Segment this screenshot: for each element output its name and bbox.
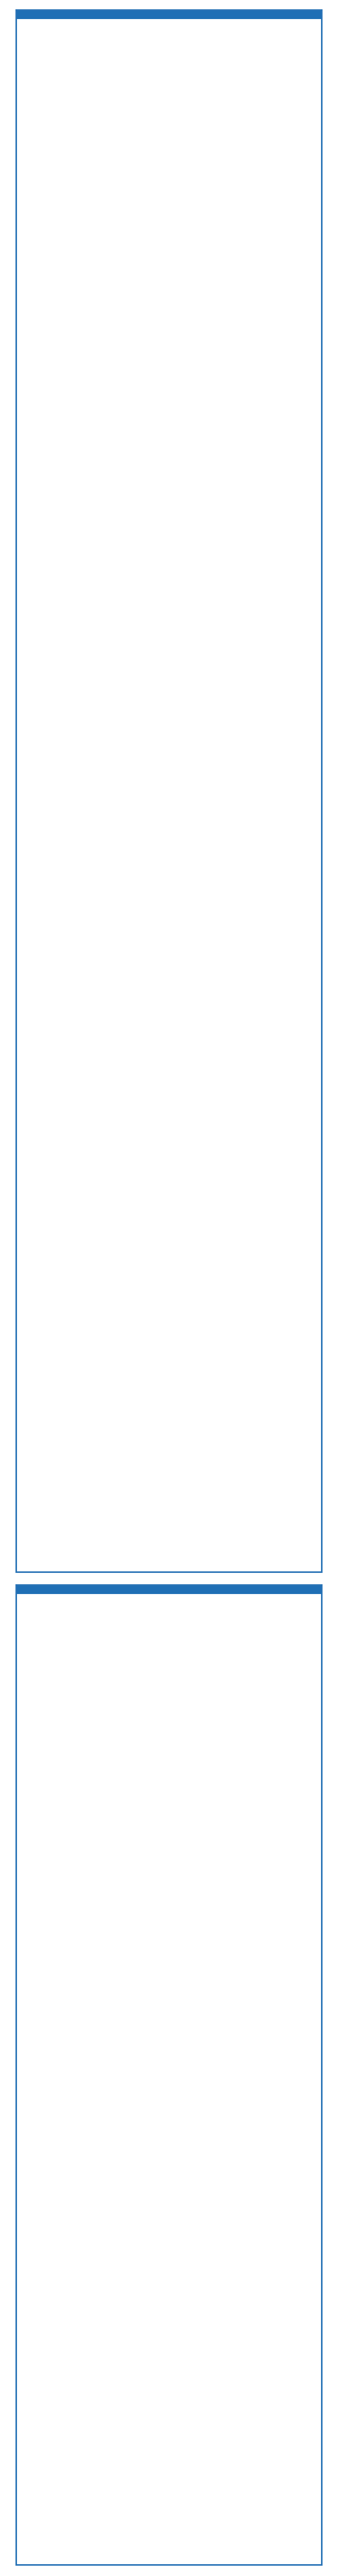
section-title — [17, 1586, 321, 1594]
name-list-section-1 — [15, 9, 323, 1573]
section-title — [17, 11, 321, 19]
name-list-section-2 — [15, 1584, 323, 2566]
